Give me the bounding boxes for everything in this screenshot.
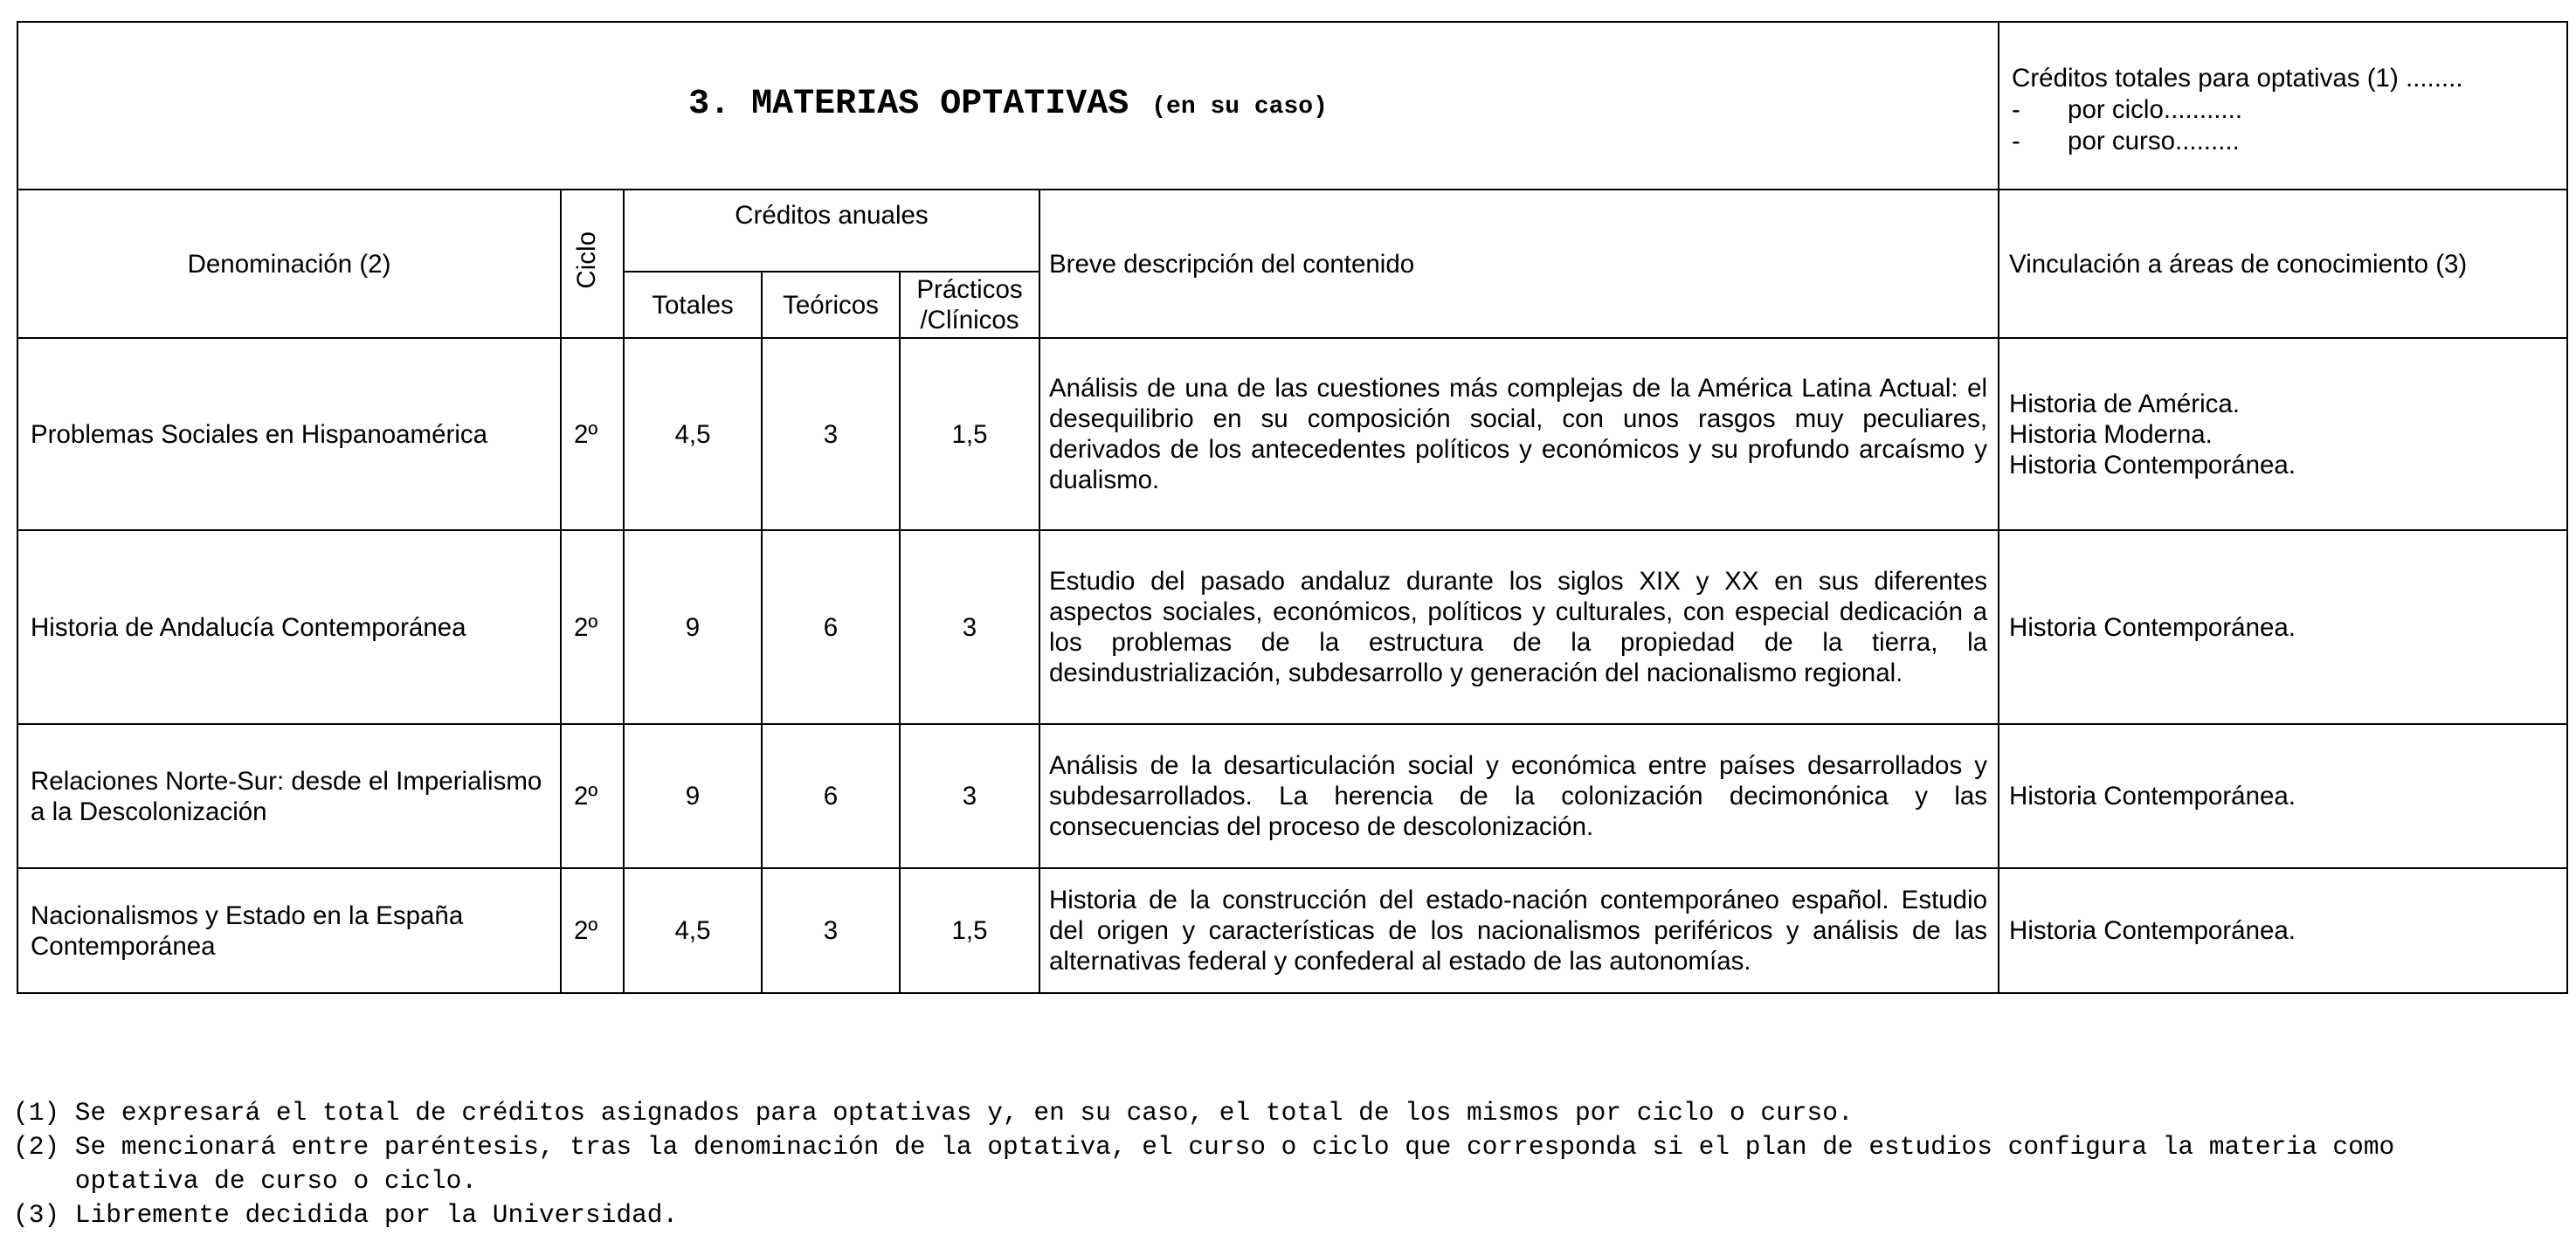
subject-cycle: 2º: [574, 916, 598, 945]
section-title: 3. MATERIAS OPTATIVAS: [688, 85, 1129, 124]
column-header-theory-label: Teóricos: [783, 290, 879, 320]
credits-theory: 3: [823, 419, 839, 449]
credits-total: 9: [685, 612, 701, 642]
description-line: aspectos sociales, económicos, políticos y culturales, con especial dedicación a: [1049, 597, 1988, 626]
credits-per-cycle-label: por ciclo...........: [2068, 95, 2243, 124]
footnote-marker: (1): [13, 1098, 60, 1128]
section-title-note: (en su caso): [1151, 93, 1328, 121]
knowledge-areas-cell: [1999, 868, 2567, 993]
credits-theory: 6: [823, 612, 839, 642]
credits-theory-cell: [762, 868, 900, 993]
knowledge-area: Historia Contemporánea.: [2009, 782, 2296, 811]
column-header-total-label: Totales: [652, 290, 734, 320]
subject-description-cell: [1039, 530, 1999, 724]
knowledge-area: Historia de América.: [2009, 389, 2241, 418]
credits-practice: 3: [962, 782, 977, 811]
subject-row-2: [17, 530, 2567, 724]
credits-total: 4,5: [674, 916, 711, 945]
subject-name-line: a la Descolonización: [31, 797, 267, 826]
column-header-description-label: Breve descripción del contenido: [1049, 249, 1415, 279]
footnote-marker: (3): [13, 1200, 60, 1230]
footnote-2-continuation: optativa de curso o ciclo.: [74, 1166, 478, 1196]
subject-cycle: 2º: [574, 782, 598, 811]
knowledge-areas-cell: [1999, 724, 2567, 868]
subject-name-line: Relaciones Norte-Sur: desde el Imperialismo: [31, 766, 542, 796]
subject-cycle: 2º: [574, 419, 598, 449]
credits-practice: 1,5: [951, 916, 988, 945]
credits-practice-cell: [900, 530, 1039, 724]
credits-practice-cell: [900, 724, 1039, 868]
description-line: alternativas federal y confederal al estado de las autonomías.: [1049, 947, 1751, 976]
subject-name-line: Contemporánea: [31, 931, 216, 961]
footnote-marker: (2): [13, 1132, 60, 1162]
credits-total-cell: [624, 724, 762, 868]
credits-practice-cell: [900, 338, 1039, 530]
subject-name: Historia de Andalucía Contemporánea: [31, 612, 466, 642]
footnote-text: Libremente decidida por la Universidad.: [74, 1200, 679, 1230]
credits-theory: 3: [823, 916, 839, 945]
credits-per-cycle: [2012, 94, 2558, 126]
description-line: los problemas de la estructura de la propiedad de la tierra, la: [1049, 628, 1988, 657]
subject-cycle-cell: [561, 530, 624, 724]
subject-row-4: [17, 868, 2567, 993]
knowledge-area: Historia Contemporánea.: [2009, 450, 2296, 480]
description-line: Análisis de la desarticulación social y económica entre países desarrollados y: [1049, 751, 1988, 780]
knowledge-area: Historia Moderna.: [2009, 419, 2213, 449]
footnote-1: [13, 1096, 2394, 1130]
credits-total-cell: [624, 338, 762, 530]
description-line: desequilibrio en su composición social, con unos rasgos muy peculiares,: [1049, 404, 1988, 433]
column-header-annual-credits: [624, 190, 1039, 272]
description-line: desindustrialización, subdesarrollo y generación del nacionalismo regional.: [1049, 659, 1903, 687]
column-header-theory: [762, 272, 900, 338]
credits-practice-cell: [900, 868, 1039, 993]
subject-description-cell: [1039, 338, 1999, 530]
description-line: Historia de la construcción del estado-nación contemporáneo español. Estudio: [1049, 886, 1988, 914]
dash-bullet: -: [2012, 95, 2020, 124]
footnotes: [13, 1096, 2394, 1232]
subject-name-cell: [17, 868, 561, 993]
title-row: [17, 22, 2567, 190]
description-line: derivados de los antecedentes políticos y económicos y su profundo arcaísmo y: [1049, 435, 1988, 464]
credits-theory: 6: [823, 782, 839, 811]
description-line: Estudio del pasado andaluz durante los siglos XIX y XX en sus diferentes: [1049, 567, 1988, 596]
subject-name-cell: [17, 724, 561, 868]
dash-bullet: -: [2012, 127, 2020, 155]
column-header-denomination-label: Denominación (2): [187, 249, 391, 279]
credits-practice: 3: [962, 612, 977, 642]
column-header-knowledge-areas-label: Vinculación a áreas de conocimiento (3): [2009, 249, 2468, 279]
subject-description-cell: [1039, 724, 1999, 868]
credits-per-course: [2012, 126, 2558, 157]
column-header-cycle-label: Ciclo: [572, 231, 601, 289]
description-line: dualismo.: [1049, 466, 1160, 494]
credits-total-cell: [624, 868, 762, 993]
description-line: subdesarrollados. La herencia de la colonización decimonónica y las: [1049, 782, 1988, 811]
description-line: Análisis de una de las cuestiones más complejas de la América Latina Actual: el: [1049, 374, 1988, 403]
subject-row-1: [17, 338, 2567, 530]
subject-name-cell: [17, 530, 561, 724]
column-header-row: [17, 190, 2567, 272]
credits-theory-cell: [762, 724, 900, 868]
optional-subjects-table: [17, 21, 2568, 994]
total-credits-cell: [1999, 22, 2567, 190]
credits-theory-cell: [762, 338, 900, 530]
column-header-knowledge-areas: [1999, 190, 2567, 338]
column-header-cycle: [561, 190, 624, 338]
credits-total-cell: [624, 530, 762, 724]
subject-name-cell: [17, 338, 561, 530]
section-title-cell: [17, 22, 1999, 190]
credits-total: 9: [685, 782, 701, 811]
credits-per-course-label: por curso.........: [2068, 127, 2240, 155]
subject-cycle-cell: [561, 724, 624, 868]
footnote-text: Se mencionará entre paréntesis, tras la denominación de la optativa, el curso o ciclo que corresponda si el plan de estudios configura la materia como: [74, 1132, 2395, 1162]
knowledge-area: Historia Contemporánea.: [2009, 916, 2296, 945]
subject-cycle-cell: [561, 868, 624, 993]
column-header-practice-line: Prácticos: [916, 275, 1023, 304]
subject-name: Problemas Sociales en Hispanoamérica: [31, 419, 488, 449]
column-header-annual-credits-label: Créditos anuales: [735, 201, 929, 230]
description-line: del origen y características de los nacionalismos periféricos y análisis de las: [1049, 916, 1988, 945]
knowledge-areas-cell: [1999, 338, 2567, 530]
subject-name-line: Nacionalismos y Estado en la España: [31, 900, 464, 930]
column-header-practice: [900, 272, 1039, 338]
knowledge-area: Historia Contemporánea.: [2009, 612, 2296, 642]
footnote-3: [13, 1198, 2394, 1232]
subject-cycle: 2º: [574, 612, 598, 642]
column-header-practice-line: /Clínicos: [920, 306, 1019, 335]
knowledge-areas-cell: [1999, 530, 2567, 724]
subject-cycle-cell: [561, 338, 624, 530]
footnote-text: Se expresará el total de créditos asignados para optativas y, en su caso, el total de los mismos por ciclo o curso.: [74, 1098, 1854, 1128]
credits-practice: 1,5: [951, 419, 988, 449]
column-header-total: [624, 272, 762, 338]
total-credits-label: Créditos totales para optativas (1) ........: [2012, 64, 2463, 93]
subject-description-cell: [1039, 868, 1999, 993]
column-header-denomination: [17, 190, 561, 338]
credits-theory-cell: [762, 530, 900, 724]
description-line: consecuencias del proceso de descolonización.: [1049, 812, 1594, 841]
credits-total: 4,5: [674, 419, 711, 449]
subject-row-3: [17, 724, 2567, 868]
footnote-2: [13, 1130, 2394, 1164]
column-header-description: [1039, 190, 1999, 338]
